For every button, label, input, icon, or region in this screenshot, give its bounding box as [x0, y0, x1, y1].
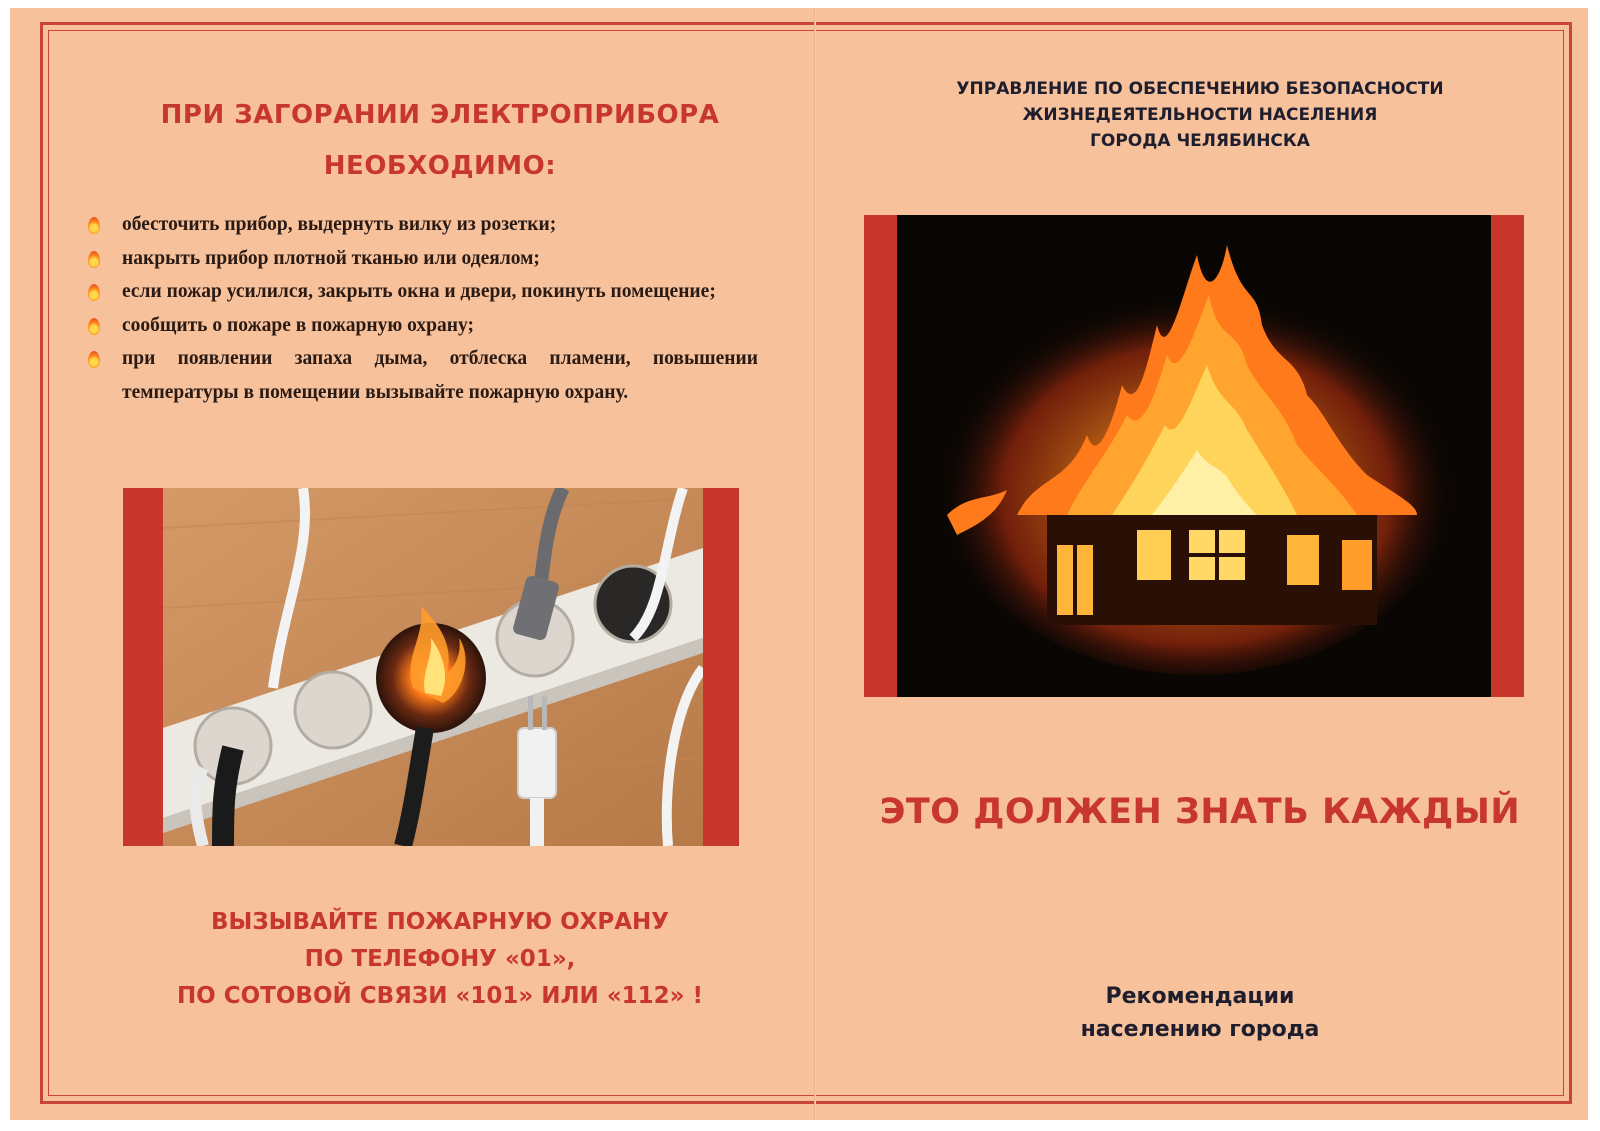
flame-bullet-icon	[88, 318, 100, 335]
burning-socket-photo-frame	[123, 488, 739, 846]
list-item	[78, 342, 758, 409]
organization-name	[860, 76, 1540, 154]
instructions-list	[78, 208, 758, 409]
burning-house-photo-frame	[864, 215, 1524, 697]
flame-bullet-icon	[88, 284, 100, 301]
list-item	[78, 275, 758, 309]
list-item-text: сообщить о пожаре в пожарную охрану;	[122, 314, 474, 336]
call-fire-service-notice	[60, 904, 820, 1015]
flame-bullet-icon	[88, 351, 100, 368]
flame-bullet-icon	[88, 251, 100, 268]
list-item	[78, 242, 758, 276]
list-item-text: если пожар усилился, закрыть окна и двери, покинуть помещение;	[122, 281, 716, 302]
left-title-line: НЕОБХОДИМО:	[323, 151, 557, 181]
call-line: ВЫЗЫВАЙТЕ ПОЖАРНУЮ ОХРАНУ	[210, 909, 670, 935]
motto-title: ЭТО ДОЛЖЕН ЗНАТЬ КАЖДЫЙ	[879, 792, 1521, 832]
list-item	[78, 208, 758, 242]
subtitle	[900, 980, 1500, 1046]
left-title-line: ПРИ ЗАГОРАНИИ ЭЛЕКТРОПРИБОРА	[160, 100, 720, 130]
list-item-text: обесточить прибор, выдернуть вилку из розетки;	[122, 214, 557, 235]
call-line: ПО ТЕЛЕФОНУ «01»,	[304, 946, 576, 972]
list-item-text: накрыть прибор плотной тканью или одеялом;	[122, 247, 540, 269]
left-title	[60, 90, 820, 192]
list-item	[78, 309, 758, 343]
subtitle-line: Рекомендации	[1105, 984, 1295, 1009]
org-line: ЖИЗНЕДЕЯТЕЛЬНОСТИ НАСЕЛЕНИЯ	[1022, 105, 1378, 125]
call-line: ПО СОТОВОЙ СВЯЗИ «101» ИЛИ «112» !	[176, 983, 704, 1009]
org-line: УПРАВЛЕНИЕ ПО ОБЕСПЕЧЕНИЮ БЕЗОПАСНОСТИ	[956, 79, 1444, 99]
org-line: ГОРОДА ЧЕЛЯБИНСКА	[1090, 131, 1310, 151]
flame-bullet-icon	[88, 217, 100, 234]
subtitle-line: населению города	[1080, 1017, 1320, 1042]
list-item-text: при появлении запаха дыма, отблеска пламени, повышении температуры в помещении вызывайте пожарную охрану.	[122, 348, 758, 403]
burning-socket-photo	[163, 488, 703, 846]
burning-house-photo	[897, 215, 1491, 697]
